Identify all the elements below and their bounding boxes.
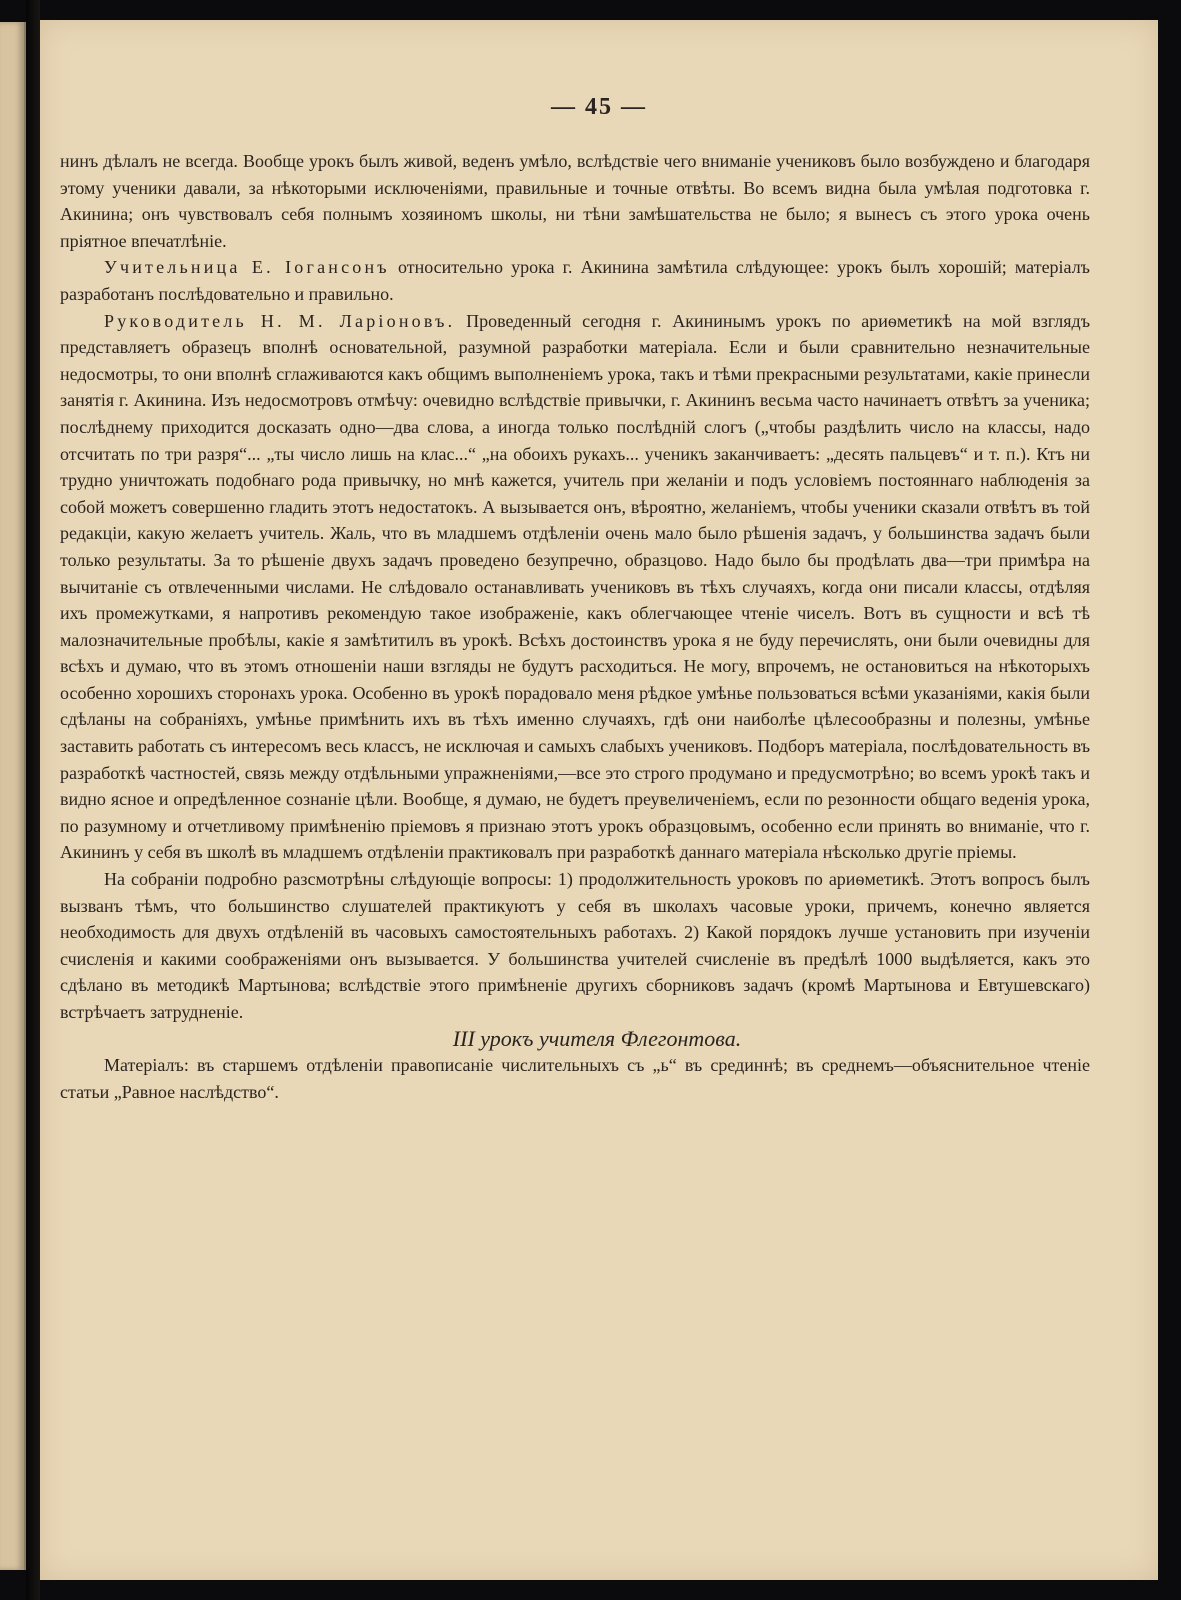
book-spine	[26, 0, 40, 1600]
page-text	[60, 148, 1090, 1105]
speaker-name: Учительница Е. Іогансонъ	[104, 257, 390, 278]
paragraph-continuation: нинъ дѣлалъ не всегда. Вообще урокъ былъ живой, веденъ умѣло, вслѣдствіе чего вниманіе учениковъ было возбуждено и благодаря этому ученики давали, за нѣкоторыми исключеніями, правильные и точные отвѣты. Во всемъ видна была умѣлая подготовка г. Акинина; онъ чувствовалъ себя полнымъ хозяиномъ школы, ни тѣни замѣшательства не было; я вынесъ съ этого урока очень пріятное впечатлѣніе.	[60, 151, 1090, 251]
section-heading: III урокъ учителя Флегонтова.	[452, 1025, 742, 1051]
paragraph-material: Матеріалъ: въ старшемъ отдѣленіи правописаніе числительныхъ съ „ь“ въ срединнѣ; въ среднемъ—объяснительное чтеніе статьи „Равное наслѣдство“.	[60, 1055, 1090, 1102]
paragraph-ioganson	[60, 254, 1090, 307]
paragraph-larionov	[60, 308, 1090, 866]
facing-page-edge	[0, 22, 26, 1570]
paragraph-text: Проведенный сегодня г. Акининымъ урокъ по ариѳметикѣ на мой взглядъ представляетъ образецъ вполнѣ основательной, разумной разработки матеріала. Если и были сравнительно незначительные недосмотры, то они вполнѣ сглаживаются какъ общимъ выполненіемъ урока, такъ и тѣми прекрасными результатами, какіе принесли занятія г. Акинина. Изъ недосмотровъ отмѣчу: очевидно вслѣдствіе привычки, г. Акининъ весьма часто начинаетъ отвѣтъ за ученика; послѣднему приходится досказать одно—два слова, а иногда только послѣдній слогъ („чтобы раздѣлить число на классы, надо отсчитать по три разря“... „ты число лишь на клас...“ „на обоихъ рукахъ... ученикъ заканчиваетъ: „десять пальцевъ“ и т. п.). Ктъ ни трудно уничтожать подобнаго рода привычку, но мнѣ кажется, учитель при желаніи и подъ условіемъ постояннаго наблюденія за собой можетъ совершенно гладить этотъ недостатокъ. А вызывается онъ, вѣроятно, желаніемъ, чтобы ученики сказали отвѣтъ въ той редакціи, какую желаетъ учитель. Жаль, что въ младшемъ отдѣленіи очень мало было рѣшенія задачъ, у большинства задачъ были только результаты. За то рѣшеніе двухъ задачъ проведено безупречно, образцово. Надо было бы продѣлать два—три примѣра на вычитаніе съ отвлеченными числами. Не слѣдовало останавливать учениковъ въ тѣхъ случаяхъ, когда они писали классы, отдѣляя ихъ промежутками, я напротивъ рекомендую такое изображеніе, какъ облегчающее чтеніе чиселъ. Вотъ въ сущности и всѣ тѣ малозначительные пробѣлы, какіе я замѣтитилъ въ урокѣ. Всѣхъ достоинствъ урока я не буду перечислять, они были очевидны для всѣхъ и думаю, что въ этомъ отношеніи наши взгляды не будутъ расходиться. Не могу, впрочемъ, не остановиться на нѣкоторыхъ особенно хорошихъ сторонахъ урока. Особенно въ урокѣ порадовало меня рѣдкое умѣнье пользоваться всѣми указаніями, какія были сдѣланы на собраніяхъ, умѣнье примѣнить ихъ въ тѣхъ именно случаяхъ, гдѣ они наиболѣе цѣлесообразны и полезны, умѣнье заставить работать съ интересомъ весь классъ, не исключая и самыхъ слабыхъ учениковъ. Подборъ матеріала, послѣдовательность въ разработкѣ частностей, связь между отдѣльными упражненіями,—все это строго продумано и предусмотрѣно; во всемъ урокѣ такъ и видно ясное и опредѣленное сознаніе цѣли. Вообще, я думаю, не будетъ преувеличеніемъ, если по резонности общаго веденія урока, по разумному и отчетливому примѣненію пріемовъ я признаю этотъ урокъ образцовымъ, особенно если принять во вниманіе, что г. Акининъ у себя въ школѣ въ младшемъ отдѣленіи практиковалъ при разработкѣ даннаго матеріала нѣсколько другіе пріемы.	[60, 310, 1091, 863]
paragraph-text: относительно урока г. Акинина замѣтила слѣдующее: урокъ былъ хорошій; матеріалъ разработанъ послѣдовательно и правильно.	[60, 257, 1090, 304]
speaker-name: Руководитель Н. М. Ларіоновъ.	[104, 310, 456, 331]
paragraph-meeting-questions: На собраніи подробно разсмотрѣны слѣдующіе вопросы: 1) продолжительность уроковъ по ариѳметикѣ. Этотъ вопросъ былъ вызванъ тѣмъ, что большинство слушателей практикуютъ у себя въ школахъ часовые уроки, причемъ, конечно является необходимость для двухъ отдѣленій въ часовыхъ самостоятельныхъ работахъ. 2) Какой порядокъ лучше установить при изученіи счисленія и какими соображеніями онъ вызывается. У большинства учителей счисленіе въ предѣлѣ 1000 выдѣляется, какъ это сдѣлано въ методикѣ Мартынова; вслѣдствіе этого примѣненіе другихъ сборниковъ задачъ (кромѣ Мартынова и Евтушевскаго) встрѣчаетъ затрудненіе.	[60, 869, 1090, 1022]
page-number: — 45 —	[551, 94, 647, 120]
book-page	[40, 20, 1158, 1580]
